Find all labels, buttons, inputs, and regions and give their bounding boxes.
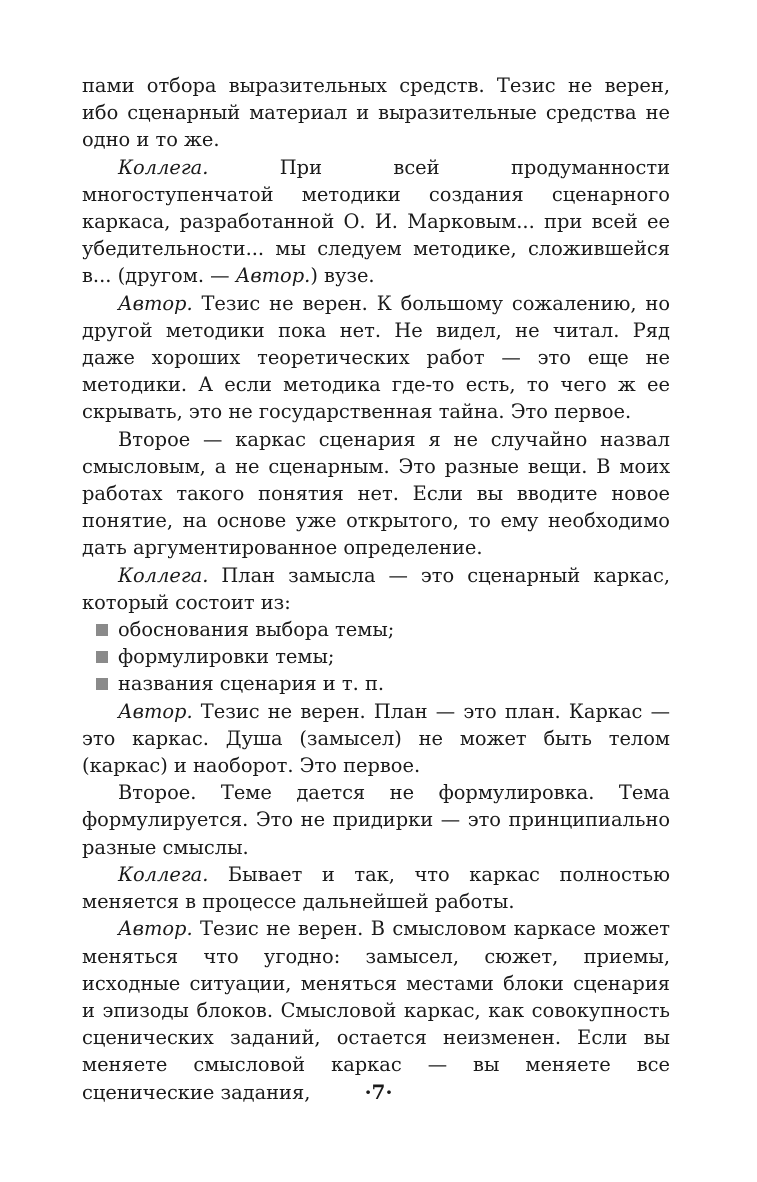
- square-bullet-icon: [96, 624, 108, 636]
- list-item-text: названия сценария и т. п.: [118, 672, 385, 696]
- page-number: ·7·: [364, 1080, 393, 1104]
- list-item: [82, 643, 670, 670]
- paragraph-colleague-2: [82, 562, 670, 616]
- speaker-label: Коллега.: [118, 862, 209, 886]
- list-item-text: обоснования выбора темы;: [118, 618, 395, 642]
- paragraph-colleague-3: [82, 861, 670, 915]
- page-body: [82, 72, 670, 1106]
- paragraph-author-2: [82, 698, 670, 780]
- paragraph-text: Бывает и так, что каркас полностью меняется в процессе дальнейшей работы.: [82, 862, 670, 914]
- paragraph-text: Тезис не верен. В смысловом каркасе может меняться что угодно: замысел, сюжет, приемы, исходные ситуации, меняться местами блоки сценария и эпизоды блоков. Смысловой каркас, как совокупность сценических заданий, остается неизменен. Если вы меняете смысловой каркас — вы меняете все сценические задания,: [82, 917, 670, 1104]
- paragraph-text: Тезис не верен. К большому сожалению, но другой методики пока нет. Не видел, не читал. Ряд даже хороших теоретических работ — это еще не методики. А если методика где-то есть, то чего ж ее скрывать, это не государственная тайна. Это первое.: [82, 291, 670, 424]
- list-item: [82, 670, 670, 697]
- paragraph-text-after: ) вузе.: [310, 264, 375, 288]
- paragraph-colleague-1: [82, 154, 670, 290]
- paragraph-continuation: [82, 72, 670, 154]
- speaker-label: Автор.: [118, 699, 193, 723]
- speaker-label: Коллега.: [118, 563, 209, 587]
- list-item-text: формулировки темы;: [118, 645, 335, 669]
- paragraph-text: Второе — каркас сценария я не случайно назвал смысловым, а не сценарным. Это разные вещи. В моих работах такого понятия нет. Если вы вводите новое понятие, на основе уже открытого, то ему необходимо дать аргументированное определение.: [82, 427, 670, 560]
- paragraph-second-theme: [82, 779, 670, 861]
- paragraph-text: Тезис не верен. План — это план. Каркас — это каркас. Душа (замысел) не может быть телом (каркас) и наоборот. Это первое.: [82, 699, 670, 778]
- speaker-label: Коллега.: [118, 155, 209, 179]
- paragraph-second-point: [82, 426, 670, 562]
- list-item: [82, 616, 670, 643]
- speaker-label: Автор.: [118, 917, 193, 941]
- paragraph-text: План замысла — это сценарный каркас, который состоит из:: [82, 563, 670, 614]
- speaker-label: Автор.: [118, 291, 193, 315]
- inline-speaker-label: Автор.: [235, 264, 311, 288]
- paragraph-author-3: [82, 915, 670, 1105]
- square-bullet-icon: [96, 651, 108, 663]
- paragraph-text: При всей продуманности многоступенчатой методики создания сценарного каркаса, разработанной О. И. Марковым... при всей ее убедительности... мы следуем методике, сложившейся в... (другом. —: [82, 155, 670, 288]
- paragraph-text: пами отбора выразительных средств. Тезис не верен, ибо сценарный материал и выразительные средства не одно и то же.: [82, 74, 670, 152]
- paragraph-author-1: [82, 290, 670, 426]
- paragraph-text: Второе. Теме дается не формулировка. Тема формулируется. Это не придирки — это принципиально разные смыслы.: [82, 781, 670, 859]
- bullet-list: [82, 616, 670, 698]
- square-bullet-icon: [96, 678, 108, 690]
